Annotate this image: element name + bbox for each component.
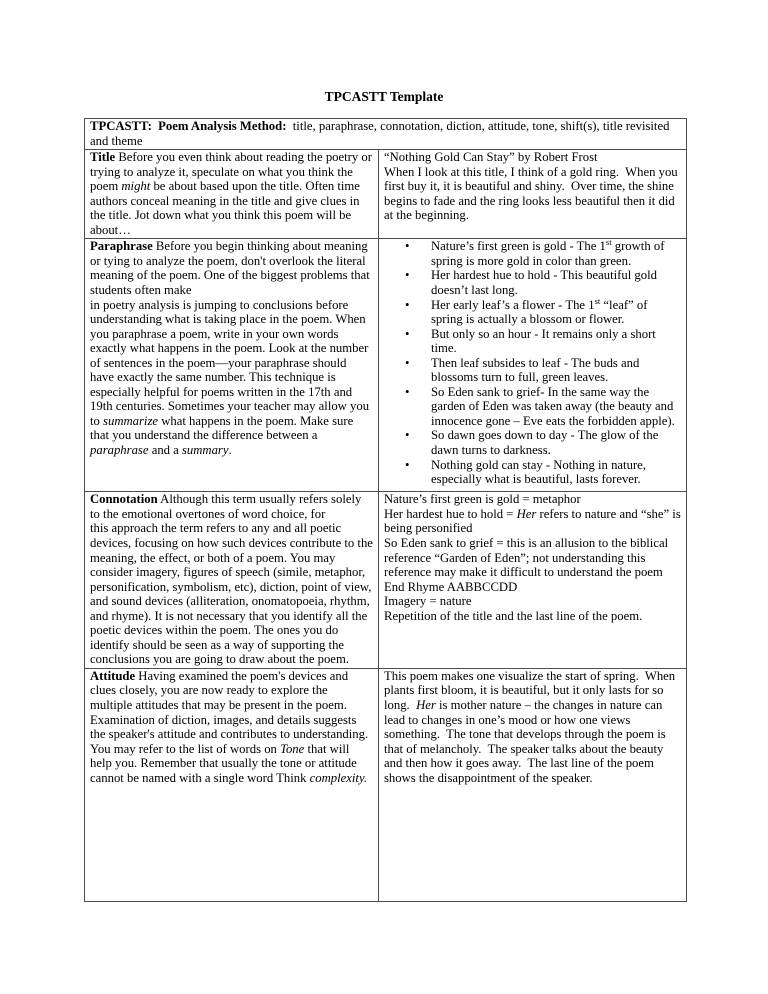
table-row-paraphrase [85, 239, 687, 492]
paragraph: Paraphrase Before you begin thinking about meaning or tying to analyze the poem, don't overlook the literal meaning of the poem. One of the biggest problems that students often make [90, 239, 373, 298]
paragraph: Title Before you even think about reading the poetry or trying to analyze it, speculate on what you think the poem might be about based upon the title. Often time authors conceal meaning in the title and give clues in the title. Jot down what you think this poem will be about… [90, 150, 376, 237]
paragraph: this approach the term refers to any and all poetic devices, focusing on how such devices contribute to the meaning, the effect, or both of a poem. You may consider imagery, figures of speech (simile, metaphor, personification, symbolism, etc), diction, point of view, and sound devices (alliteration, onomatopoeia, rhythm, and rhyme). It is not necessary that you identify all the poetic devices within the poem. The ones you do identify should be seen as a way of supporting the conclusions you are going to draw about the poem. [90, 521, 377, 667]
bullet-item: • So Eden sank to grief- In the same way the garden of Eden was taken away (the beauty and innocence gone – Eve eats the forbidden apple). [384, 385, 681, 429]
paragraph: So Eden sank to grief = this is an allusion to the biblical reference “Garden of Eden”; not understanding this reference may make it difficult to understand the poem [384, 536, 672, 580]
cell-paraphrase-instructions [85, 239, 379, 492]
paragraph: Imagery = nature [384, 594, 472, 609]
paragraph: This poem makes one visualize the start of spring. When plants first bloom, it is beautiful, but it only lasts for so long. Her is mother nature – the changes in nature can lead to changes in one’s mood or how one views something. The tone that develops through the poem is that of melancholy. The speaker talks about the beauty and then how it goes away. The last line of the poem shows the disappointment of the speaker. [384, 668, 679, 785]
cell-title-instructions [85, 150, 379, 239]
paragraph: in poetry analysis is jumping to conclusions before understanding what is taking place in the poem. When you paraphrase a poem, write in your own words exactly what happens in the poem. Look at the number of sentences in the poem—your paraphrase should have exactly the same number. This technique is especially helpful for poems written in the 17th and 19th centuries. Sometimes your teacher may allow you to summarize what happens in the poem. Make sure that you understand the difference between a paraphrase and a summary. [90, 297, 373, 458]
bullet-item: • Nature’s first green is gold - The 1st growth of spring is more gold in color than green. [384, 239, 681, 268]
paragraph: TPCASTT: Poem Analysis Method: title, paraphrase, connotation, diction, attitude, tone, shift(s), title revisited and theme [90, 119, 673, 148]
table-row-attitude [85, 668, 687, 901]
paragraph: Her hardest hue to hold = Her refers to nature and “she” is being personified [384, 506, 684, 536]
table-row-title [85, 150, 687, 239]
paragraph: “Nothing Gold Can Stay” by Robert Frost [384, 150, 598, 165]
cell-attitude-response [379, 668, 687, 901]
bullet-item: • Her hardest hue to hold - This beautiful gold doesn’t last long. [384, 268, 681, 297]
bullet-item: • Nothing gold can stay - Nothing in nature, especially what is beautiful, lasts forever. [384, 458, 681, 487]
cell-attitude-instructions [85, 668, 379, 901]
table-row-connotation [85, 492, 687, 669]
bullet-list [384, 239, 681, 486]
cell-connotation-instructions [85, 492, 379, 669]
paragraph: Nature’s first green is gold = metaphor [384, 492, 581, 507]
document-title: TPCASTT Template [324, 89, 444, 104]
paragraph: End Rhyme AABBCCDD [384, 579, 518, 594]
bullet-item: • Her early leaf’s a flower - The 1st “leaf” of spring is actually a blossom or flower. [384, 298, 681, 327]
bullet-item: • Then leaf subsides to leaf - The buds and blossoms turn to full, green leaves. [384, 356, 681, 385]
cell-title-response [379, 150, 687, 239]
header-cell [85, 119, 687, 150]
table-row-header [85, 119, 687, 150]
cell-paraphrase-response [379, 239, 687, 492]
paragraph: Repetition of the title and the last line of the poem. [384, 608, 643, 623]
bullet-item: • But only so an hour - It remains only a short time. [384, 327, 681, 356]
tpcastt-table [84, 118, 687, 902]
paragraph: Connotation Although this term usually refers solely to the emotional overtones of word choice, for [90, 492, 365, 521]
paragraph: Attitude Having examined the poem's devices and clues closely, you are now ready to explore the multiple attitudes that may be present in the poem. Examination of diction, images, and details suggests the speaker's attitude and contributes to understanding. You may refer to the list of words on Tone that will help you. Remember that usually the tone or attitude cannot be named with a single word Think complexity. [90, 668, 371, 785]
cell-connotation-response [379, 492, 687, 669]
bullet-item: • So dawn goes down to day - The glow of the dawn turns to darkness. [384, 428, 681, 457]
paragraph: When I look at this title, I think of a gold ring. When you first buy it, it is beautiful and shiny. Over time, the shine begins to fade and the ring looks less beautiful then it did at the beginning. [384, 164, 681, 223]
